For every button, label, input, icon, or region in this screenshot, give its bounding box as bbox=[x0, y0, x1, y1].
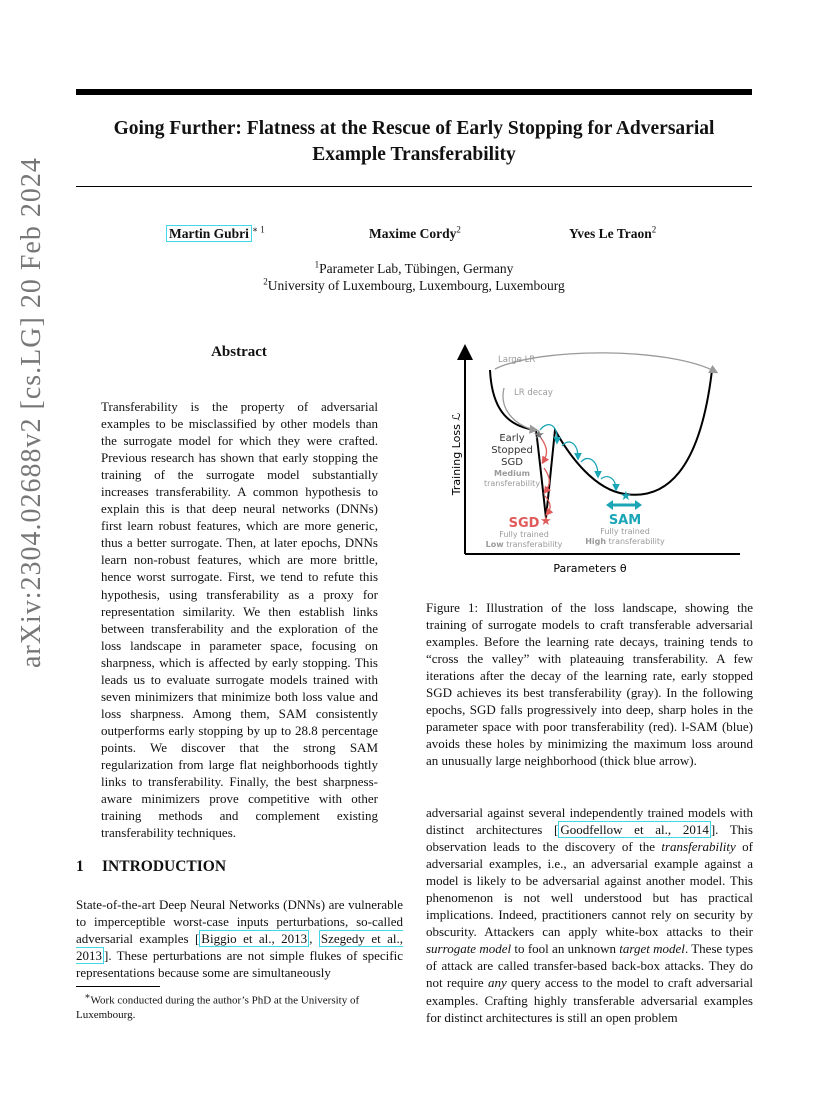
right-emphasis-4: any bbox=[487, 975, 507, 991]
sam-label: SAM bbox=[608, 513, 642, 528]
early-label-2: Stopped bbox=[491, 445, 533, 456]
intro-text-1: State-of-the-art Deep Neural Networks (DNNs) are vulnerable to imperceptible worst-case inputs perturbations, so-called adversarial examples [ bbox=[76, 897, 403, 947]
abstract-text: Transferability is the property of adversarial examples to be misclassified by other models than the surrogate model for which they were crafted. Previous research has shown that early stopping the training of the surrogate model substantially increases transferability. A common hypothesis to explain this is that deep neural networks (DNNs) first learn robust features, which are more generic, thus a better surrogate. Then, at later epochs, DNNs learn non-robust features, which are more brittle, hence worst surrogate. First, we tend to refute this hypothesis, using transferability as a proxy for representation similarity. We then establish links between transferability and the exploration of the loss landscape in parameter space, focusing on sharpness, which is affected by early stopping. This leads us to evaluate surrogate models trained with seven minimizers that minimize both loss value and loss sharpness. Among them, SAM consistently outperforms early stopping by up to 28.8 percentage points. We discover that the strong SAM regularization from large flat neighborhoods tightly links to transferability. Finally, the best sharpness-aware minimizers prove competitive with other training methods and complement existing transferability techniques. bbox=[101, 399, 378, 841]
sam-hop-arrow-3 bbox=[581, 458, 598, 476]
affiliation-1-sup: 1 bbox=[314, 259, 320, 270]
citation-szegedy-link[interactable]: Szegedy et al., 2013 bbox=[76, 931, 403, 964]
footnote bbox=[76, 989, 403, 1022]
right-emphasis-1: transferability bbox=[661, 839, 736, 855]
footnote-mark: ∗ bbox=[84, 991, 91, 1001]
citation-goodfellow-link[interactable]: Goodfellow et al., 2014 bbox=[560, 822, 709, 838]
sam-neighborhood-left-head bbox=[606, 500, 613, 510]
sam-sub-label-1: Fully trained bbox=[600, 527, 650, 536]
author-3-sup: 2 bbox=[651, 224, 657, 235]
affiliation-1 bbox=[76, 261, 752, 277]
sam-hop-arrow-4 bbox=[601, 477, 616, 489]
right-text-4: to fool an unknown bbox=[511, 941, 620, 957]
author-1[interactable] bbox=[166, 226, 265, 242]
large-lr-label: Large LR bbox=[498, 355, 536, 365]
author-2-name: Maxime Cordy bbox=[369, 226, 457, 241]
figure-x-label: Parameters θ bbox=[553, 562, 627, 575]
right-text-3: of adversarial examples, i.e., an adversarial example against a model is likely to be adversarial against another model. This phenomenon is not well understood but has practical implications. Indeed, practitioners cannot rely on security by obscurity. Attackers can apply white-box attacks to their bbox=[426, 839, 753, 940]
medium-label-2: transferability bbox=[483, 479, 541, 488]
paper-title bbox=[76, 116, 752, 168]
sam-star-icon: ★ bbox=[620, 488, 632, 503]
right-emphasis-3: target model bbox=[619, 941, 685, 957]
sam-sub-label-2-bold: High bbox=[585, 537, 607, 546]
title-line-1: Going Further: Flatness at the Rescue of Early Stopping for Adversarial bbox=[113, 118, 715, 139]
footnote-text: Work conducted during the author’s PhD at the University of Luxembourg. bbox=[76, 994, 360, 1021]
medium-label-1: Medium bbox=[494, 469, 530, 478]
right-text-6: query access to the model to craft adversarial examples. Crafting highly transferable adversarial examples for distinct architectures is still an open problem bbox=[426, 975, 753, 1025]
figure-y-label: Training Loss ℒ bbox=[450, 412, 463, 496]
intro-text-2: , bbox=[309, 931, 319, 947]
affiliation-2-sup: 2 bbox=[263, 276, 268, 287]
sgd-sub-label-2-bold: Low bbox=[485, 540, 504, 549]
early-label-1: Early bbox=[499, 433, 525, 444]
sam-sub-label-2 bbox=[585, 537, 665, 546]
early-stopped-star-icon: ★ bbox=[533, 427, 545, 442]
intro-text-3: ]. These perturbations are not simple flukes of specific representations because some are simultaneously bbox=[76, 948, 403, 981]
section-title: INTRODUCTION bbox=[102, 858, 227, 875]
intro-paragraph-left bbox=[76, 896, 403, 981]
abstract-heading: Abstract bbox=[211, 344, 267, 360]
author-1-sup: ∗ 1 bbox=[251, 224, 265, 235]
affiliation-2-text: University of Luxembourg, Luxembourg, Luxembourg bbox=[267, 278, 565, 293]
author-3-name: Yves Le Traon bbox=[569, 226, 652, 241]
sam-sub-label-2-rest: transferability bbox=[606, 537, 665, 546]
right-emphasis-2: surrogate model bbox=[426, 941, 512, 957]
author-1-name-link[interactable]: Martin Gubri bbox=[166, 225, 252, 242]
intro-paragraph-right bbox=[426, 804, 753, 1026]
sam-neighborhood-right-head bbox=[635, 500, 642, 510]
author-3 bbox=[569, 226, 656, 242]
affiliation-1-text: Parameter Lab, Tübingen, Germany bbox=[319, 261, 514, 276]
section-heading-introduction bbox=[76, 858, 226, 876]
right-text-5: . These types of attack are called transfer-based back-box attacks. They do not require bbox=[426, 941, 754, 991]
author-2 bbox=[369, 226, 461, 242]
lr-decay-label: LR decay bbox=[514, 388, 553, 398]
arxiv-identifier[interactable]: arXiv:2304.02688v2 [cs.LG] 20 Feb 2024 bbox=[16, 157, 47, 668]
figure-1-loss-landscape bbox=[440, 342, 740, 582]
sgd-label: SGD bbox=[508, 516, 540, 531]
title-top-rule bbox=[76, 89, 752, 95]
title-line-2: Example Transferability bbox=[312, 144, 516, 165]
footnote-rule bbox=[76, 986, 160, 987]
sgd-sub-label-2 bbox=[486, 540, 563, 549]
sgd-star-icon: ★ bbox=[540, 513, 552, 528]
sgd-sub-label-1: Fully trained bbox=[499, 530, 549, 539]
section-number: 1 bbox=[76, 858, 84, 875]
early-label-3: SGD bbox=[501, 457, 523, 468]
citation-biggio-link[interactable]: Biggio et al., 2013 bbox=[201, 931, 308, 947]
author-2-sup: 2 bbox=[456, 224, 461, 235]
sgd-sub-label-2-rest: transferability bbox=[503, 540, 563, 549]
figure-1-caption: Figure 1: Illustration of the loss landscape, showing the training of surrogate models to craft transferable adversarial examples. Before the learning rate decays, training tends to “cross the valley” with plateauing transferability. A few iterations after the decay of the learning rate, early stopped SGD achieves its best transferability (gray). In the following epochs, SGD falls progressively into deep, sharp holes in the parameter space with poor transferability (red). l-SAM (blue) avoids these holes by minimizing the maximum loss around an unusually large neighborhood (thick blue arrow). bbox=[426, 600, 753, 769]
right-text-1: adversarial against several independently trained models with distinct architectures [ bbox=[426, 805, 753, 838]
title-bottom-rule bbox=[76, 186, 752, 187]
right-text-2: ]. This observation leads to the discovery of the bbox=[426, 822, 753, 855]
affiliation-2 bbox=[76, 278, 752, 294]
